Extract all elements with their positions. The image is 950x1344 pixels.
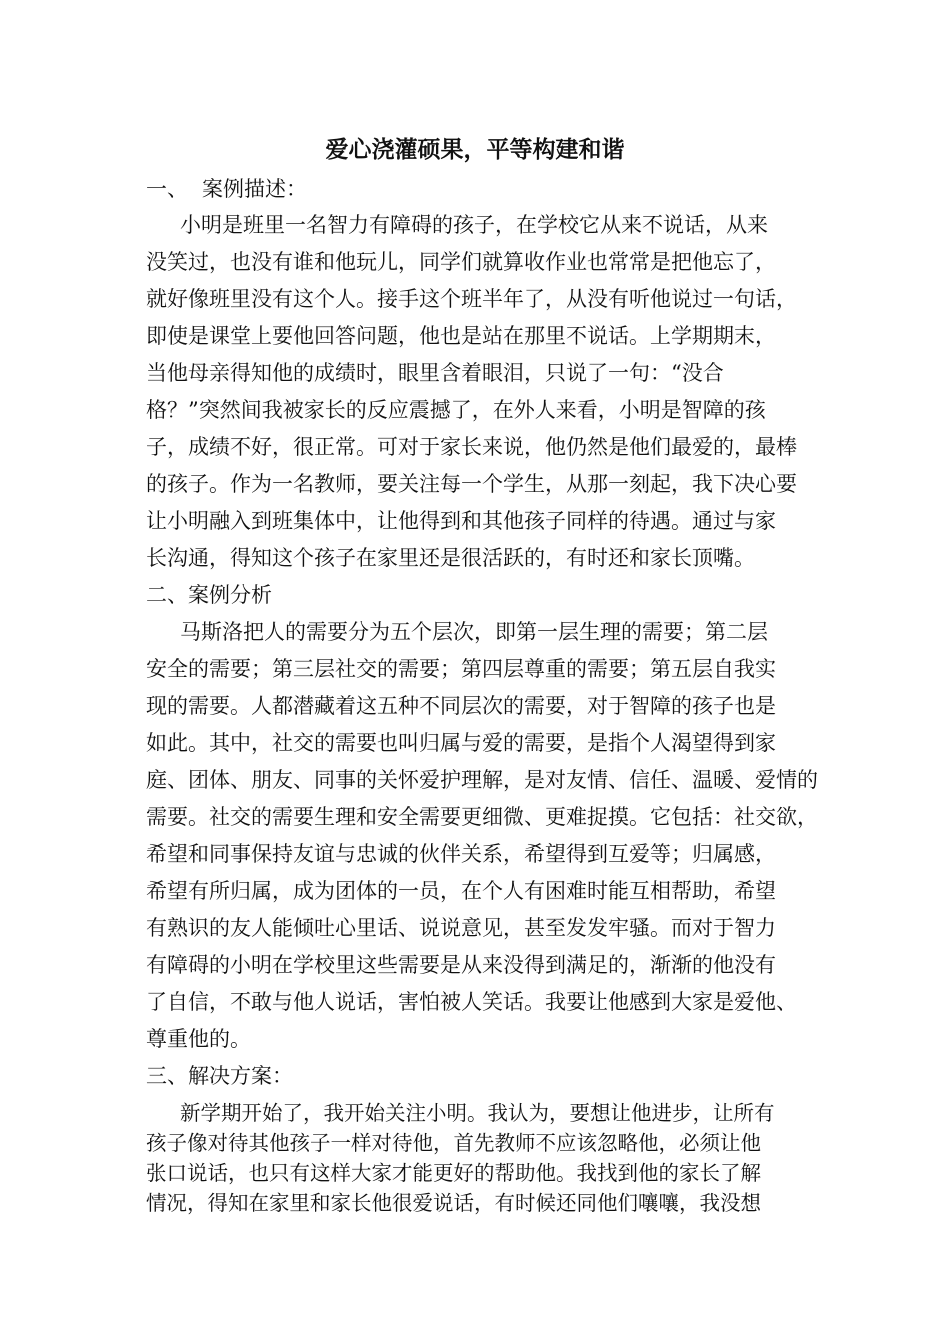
paragraph-line: 了自信，不敢与他人说话，害怕被人笑话。我要让他感到大家是爱他、: [146, 990, 797, 1014]
section-heading-2: 二、案例分析: [146, 583, 272, 607]
paragraph-line: 有障碍的小明在学校里这些需要是从来没得到满足的，渐渐的他没有: [146, 953, 776, 977]
paragraph-line: 希望有所归属，成为团体的一员，在个人有困难时能互相帮助，希望: [146, 879, 776, 903]
paragraph-line: 安全的需要；第三层社交的需要；第四层尊重的需要；第五层自我实: [146, 657, 776, 681]
paragraph-line: 让小明融入到班集体中，让他得到和其他孩子同样的待遇。通过与家: [146, 509, 776, 533]
document-title: 爱心浇灌硕果，平等构建和谐: [325, 137, 625, 163]
paragraph-line: 希望和同事保持友谊与忠诚的伙伴关系，希望得到互爱等；归属感，: [146, 842, 776, 866]
paragraph-line: 新学期开始了，我开始关注小明。我认为，要想让他进步，让所有: [180, 1101, 775, 1125]
paragraph-line: 就好像班里没有这个人。接手这个班半年了，从没有听他说过一句话，: [146, 287, 797, 311]
paragraph-line: 尊重他的。: [146, 1027, 251, 1051]
section-label: 案例描述：: [202, 177, 307, 201]
paragraph-line: 有熟识的友人能倾吐心里话、说说意见，甚至发发牢骚。而对于智力: [146, 916, 776, 940]
section-heading-3: 三、解决方案：: [146, 1064, 293, 1088]
paragraph-line: 即使是课堂上要他回答问题，他也是站在那里不说话。上学期期末，: [146, 324, 776, 348]
paragraph-line: 现的需要。人都潜藏着这五种不同层次的需要，对于智障的孩子也是: [146, 694, 776, 718]
paragraph-line: 没笑过，也没有谁和他玩儿，同学们就算收作业也常常是把他忘了，: [146, 250, 776, 274]
paragraph-line: 小明是班里一名智力有障碍的孩子，在学校它从来不说话，从来: [180, 213, 768, 237]
paragraph-line: 当他母亲得知他的成绩时，眼里含着眼泪，只说了一句：“没合: [146, 361, 724, 385]
paragraph-line: 需要。社交的需要生理和安全需要更细微、更难捉摸。它包括：社交欲，: [146, 805, 818, 829]
paragraph-line: 的孩子。作为一名教师，要关注每一个学生，从那一刻起，我下决心要: [146, 472, 797, 496]
paragraph-line: 情况，得知在家里和家长他很爱说话，有时候还同他们嚷嚷，我没想: [146, 1191, 761, 1215]
paragraph-line: 张口说话，也只有这样大家才能更好的帮助他。我找到他的家长了解: [146, 1161, 761, 1185]
paragraph-line: 孩子像对待其他孩子一样对待他，首先教师不应该忽略他，必须让他: [146, 1131, 761, 1155]
paragraph-line: 子，成绩不好，很正常。可对于家长来说，他仍然是他们最爱的，最棒: [146, 435, 797, 459]
paragraph-line: 长沟通，得知这个孩子在家里还是很活跃的，有时还和家长顶嘴。: [146, 546, 755, 570]
paragraph-line: 如此。其中，社交的需要也叫归属与爱的需要，是指个人渴望得到家: [146, 731, 776, 755]
paragraph-line: 马斯洛把人的需要分为五个层次，即第一层生理的需要；第二层: [180, 620, 768, 644]
paragraph-line: 格？”突然间我被家长的反应震撼了，在外人来看，小明是智障的孩: [146, 398, 766, 422]
section-number: 一、: [146, 177, 188, 201]
paragraph-line: 庭、团体、朋友、同事的关怀爱护理解，是对友情、信任、温暖、爱情的: [146, 768, 818, 792]
